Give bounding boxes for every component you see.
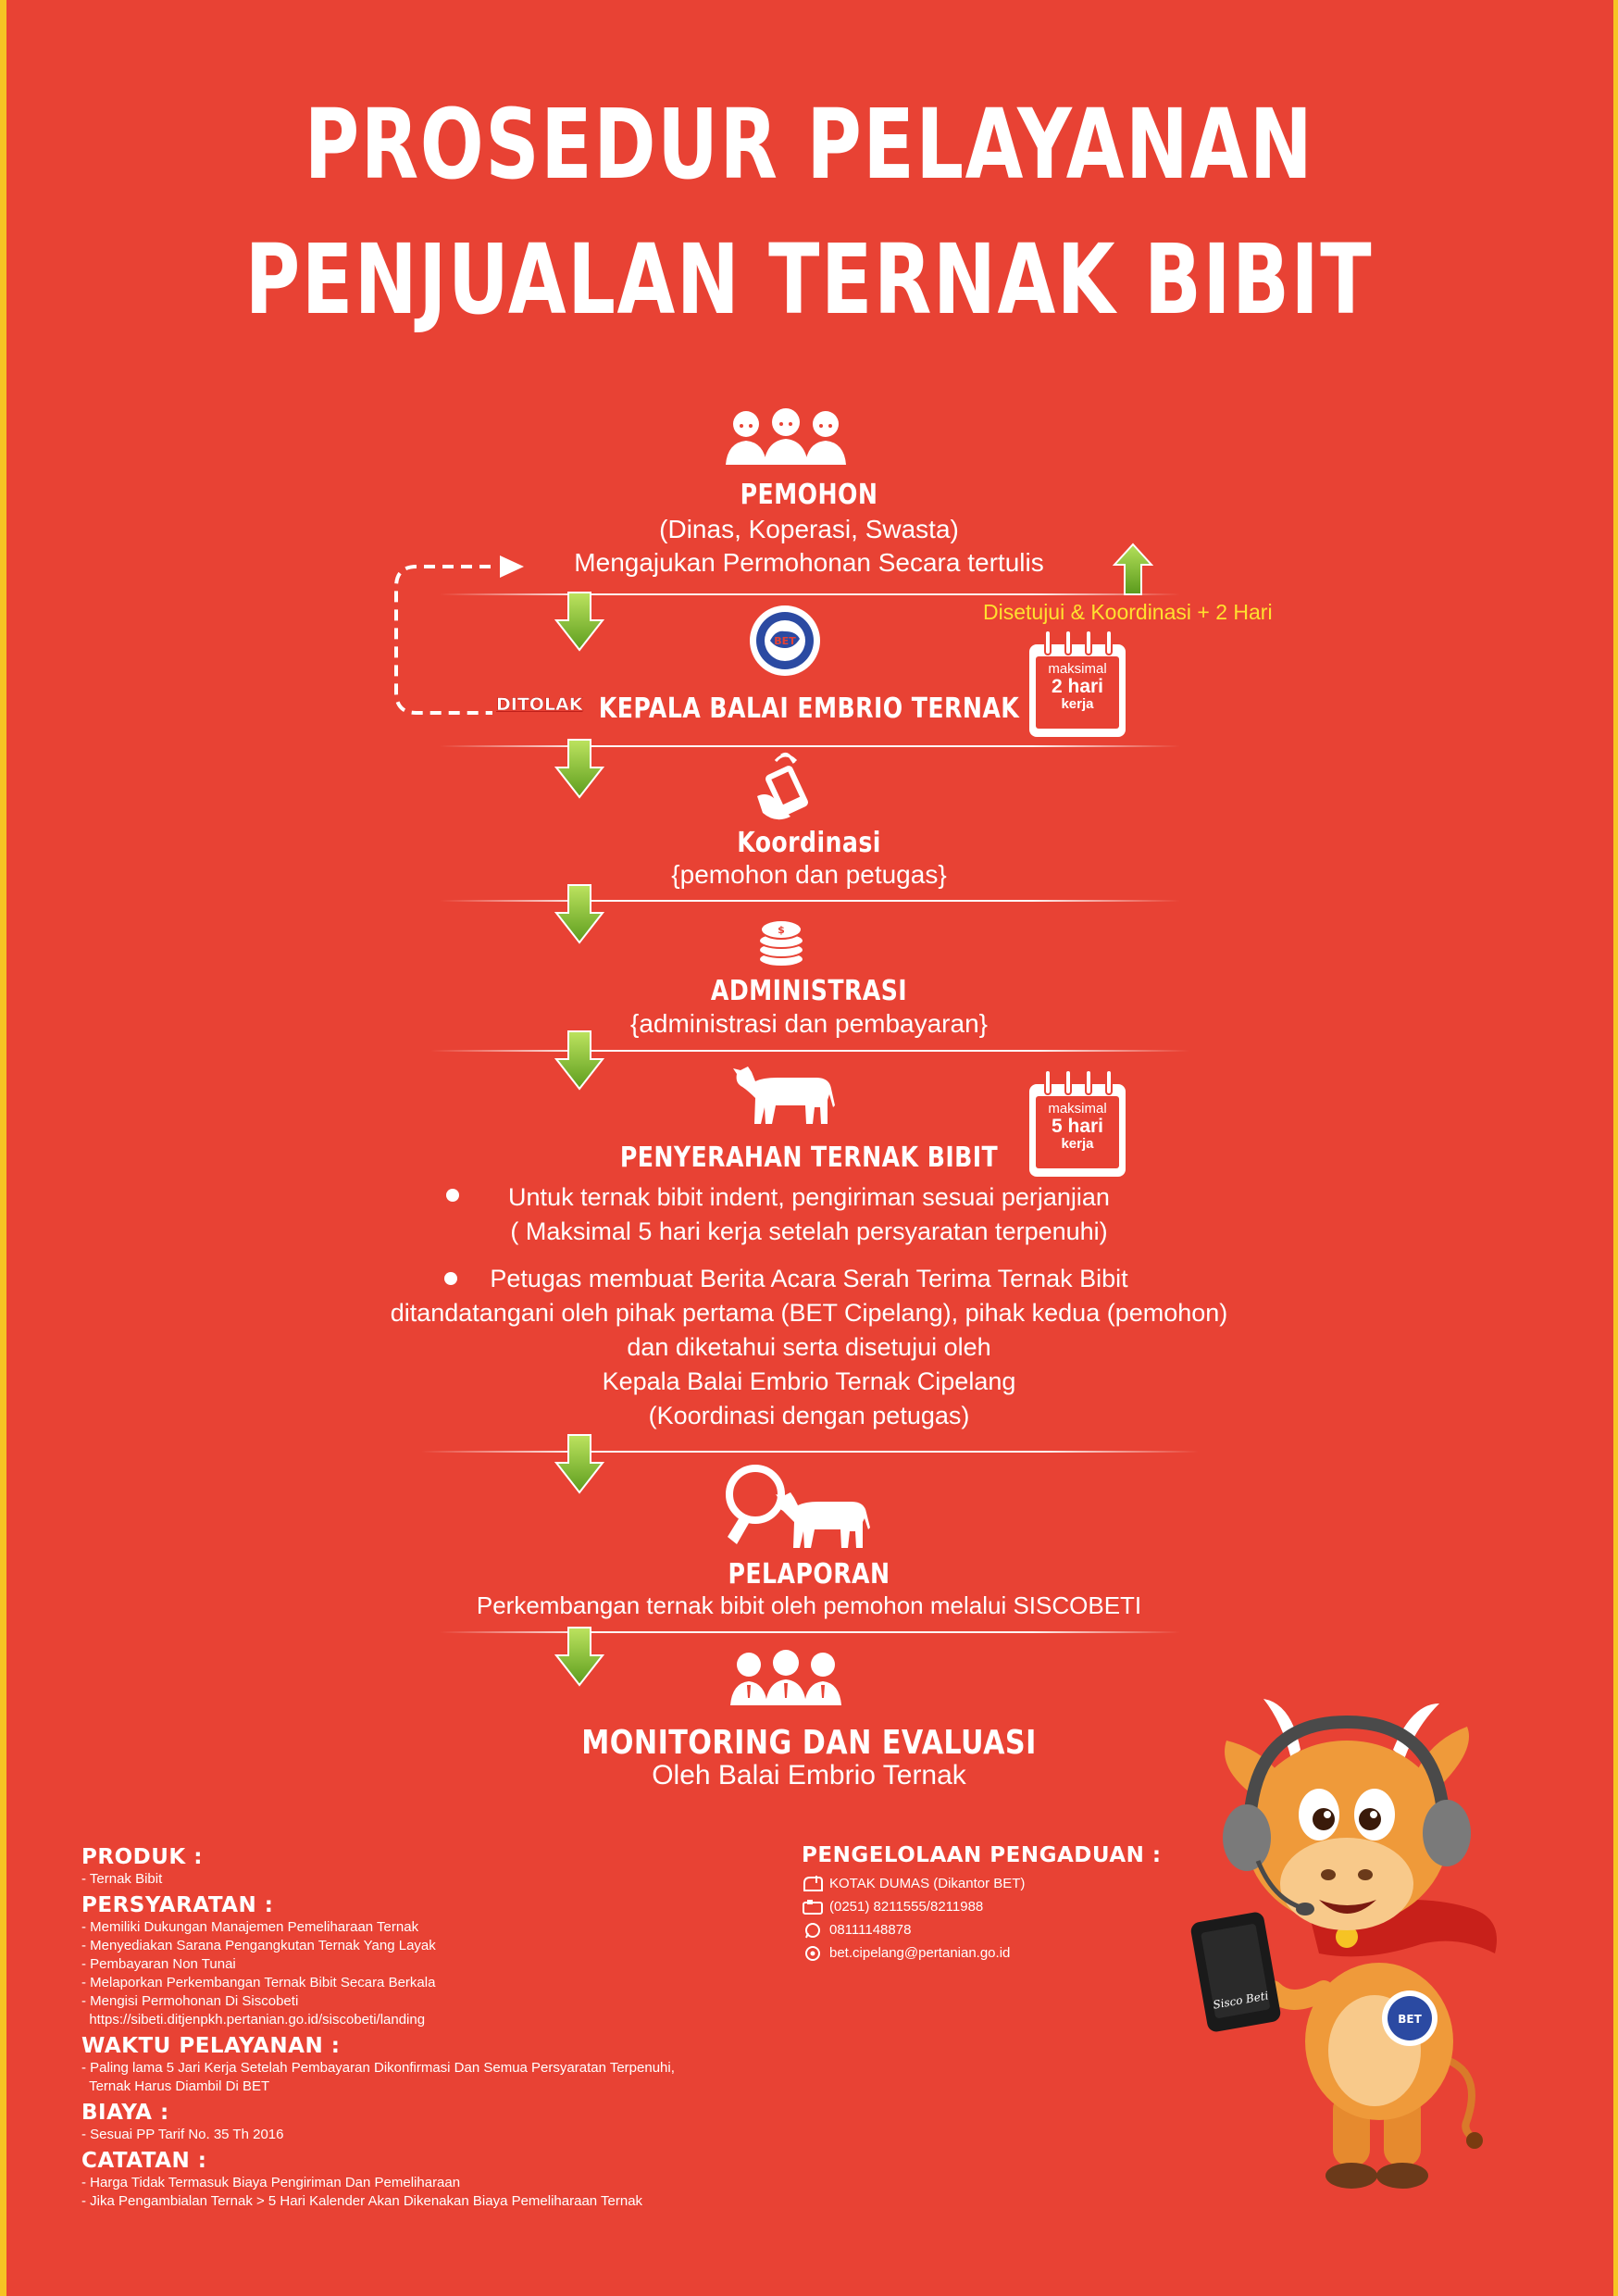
people-group-icon bbox=[724, 407, 848, 465]
step-monitoring-sub: Oleh Balai Embrio Ternak bbox=[652, 1760, 966, 1791]
complaint-item-mailbox bbox=[802, 1872, 1190, 1895]
complaint-section bbox=[802, 1842, 1190, 1965]
step-monitoring-title: MONITORING DAN EVALUASI bbox=[581, 1724, 1037, 1762]
siscobeti-link[interactable]: https://sibeti.ditjenpkh.pertanian.go.id/siscobeti/landing bbox=[81, 2012, 426, 2028]
calendar-1-small: maksimal bbox=[1048, 661, 1107, 677]
calendar-1-unit: kerja bbox=[1061, 696, 1094, 712]
phone-fax-icon bbox=[802, 1899, 824, 1915]
page-title-line-1: PROSEDUR PELAYANAN bbox=[304, 88, 1314, 201]
calendar-2-big: 5 hari bbox=[1051, 1116, 1104, 1137]
persyaratan-item: - Menyediakan Sarana Pengangkutan Ternak Yang Layak bbox=[81, 1938, 436, 1953]
step-pemohon-sub: (Dinas, Koperasi, Swasta) bbox=[659, 515, 959, 543]
complaint-heading: PENGELOLAAN PENGADUAN : bbox=[802, 1843, 1162, 1867]
divider-2 bbox=[440, 745, 1180, 747]
waktu-item: Ternak Harus Diambil Di BET bbox=[81, 2078, 270, 2094]
step-pemohon-desc: Mengajukan Permohonan Secara tertulis bbox=[574, 548, 1044, 577]
penyerahan-bullet-2-line-3: dan diketahui serta disetujui oleh bbox=[627, 1333, 991, 1361]
penyerahan-bullet-2-line-1: Petugas membuat Berita Acara Serah Terima Ternak Bibit bbox=[490, 1265, 1128, 1292]
info-section bbox=[81, 1844, 822, 2211]
left-border bbox=[0, 0, 6, 2296]
down-arrow-icon bbox=[554, 1433, 604, 1494]
mailbox-icon bbox=[802, 1876, 824, 1892]
bet-logo bbox=[748, 604, 822, 678]
divider-6 bbox=[440, 1631, 1180, 1633]
down-arrow-icon bbox=[554, 738, 604, 799]
step-pemohon-title: PEMOHON bbox=[740, 479, 878, 511]
step-pelaporan-sub: Perkembangan ternak bibit oleh pemohon melalui SISCOBETI bbox=[476, 1591, 1142, 1619]
down-arrow-icon bbox=[554, 883, 604, 944]
persyaratan-item: - Mengisi Permohonan Di Siscobeti bbox=[81, 1993, 299, 2009]
divider-1 bbox=[440, 593, 1180, 595]
persyaratan-heading: PERSYARATAN : bbox=[81, 1893, 274, 1917]
cow-icon bbox=[731, 1061, 839, 1126]
right-border bbox=[1613, 0, 1618, 2296]
down-arrow-icon bbox=[554, 1029, 604, 1091]
complaint-item-email[interactable] bbox=[802, 1941, 1190, 1965]
complaint-item-phone[interactable] bbox=[802, 1895, 1190, 1918]
calendar-2-unit: kerja bbox=[1061, 1136, 1094, 1152]
mascot-badge-text: BET bbox=[1398, 2013, 1422, 2026]
catatan-item: - Harga Tidak Termasuk Biaya Pengiriman Dan Pemeliharaan bbox=[81, 2175, 461, 2190]
step-koordinasi-sub: {pemohon dan petugas} bbox=[671, 860, 947, 889]
biaya-heading: BIAYA : bbox=[81, 2101, 169, 2125]
biaya-item: - Sesuai PP Tarif No. 35 Th 2016 bbox=[81, 2127, 284, 2142]
penyerahan-bullet-2-line-5: (Koordinasi dengan petugas) bbox=[648, 1402, 970, 1429]
step-administrasi-sub: {administrasi dan pembayaran} bbox=[629, 1009, 988, 1038]
calendar-2-days-icon bbox=[1029, 630, 1126, 737]
whatsapp-icon bbox=[802, 1922, 824, 1939]
complaint-item-whatsapp[interactable] bbox=[802, 1918, 1190, 1941]
catatan-item: - Jika Pengambialan Ternak > 5 Hari Kalender Akan Dikenakan Biaya Pemeliharaan Ternak bbox=[81, 2193, 643, 2209]
persyaratan-item: - Melaporkan Perkembangan Ternak Bibit Secara Berkala bbox=[81, 1975, 436, 1990]
step-kepala-title: KEPALA BALAI EMBRIO TERNAK bbox=[598, 693, 1020, 725]
step-penyerahan-title: PENYERAHAN TERNAK BIBIT bbox=[619, 1142, 999, 1174]
email-icon bbox=[802, 1945, 824, 1962]
persyaratan-item: - Memiliki Dukungan Manajemen Pemeliharaan Ternak bbox=[81, 1919, 419, 1935]
complaint-email-text: bet.cipelang@pertanian.go.id bbox=[829, 1945, 1011, 1961]
down-arrow-icon bbox=[554, 1626, 604, 1687]
complaint-mailbox-text: KOTAK DUMAS (Dikantor BET) bbox=[829, 1876, 1026, 1891]
penyerahan-bullet-2-line-2: ditandatangani oleh pihak pertama (BET Cipelang), pihak kedua (pemohon) bbox=[390, 1299, 1228, 1327]
catatan-heading: CATATAN : bbox=[81, 2149, 207, 2173]
waktu-heading: WAKTU PELAYANAN : bbox=[81, 2034, 341, 2058]
officials-group-icon bbox=[728, 1650, 843, 1705]
calendar-2-small: maksimal bbox=[1048, 1101, 1107, 1117]
calendar-1-big: 2 hari bbox=[1051, 676, 1104, 697]
penyerahan-bullet-2-line-4: Kepala Balai Embrio Ternak Cipelang bbox=[602, 1367, 1016, 1395]
produk-item: - Ternak Bibit bbox=[81, 1871, 163, 1887]
complaint-whatsapp-text: 08111148878 bbox=[829, 1922, 912, 1938]
coins-icon bbox=[757, 917, 805, 968]
magnifier-cow-icon bbox=[722, 1463, 876, 1552]
step-koordinasi-title: Koordinasi bbox=[737, 827, 881, 859]
divider-5 bbox=[421, 1451, 1199, 1453]
mascot-phone-text: Sisco Beti bbox=[1212, 1989, 1270, 2012]
phone-in-hand-icon bbox=[753, 752, 820, 822]
divider-4 bbox=[430, 1050, 1189, 1052]
produk-heading: PRODUK : bbox=[81, 1845, 203, 1869]
complaint-phone-text: (0251) 8211555/8211988 bbox=[829, 1899, 984, 1915]
persyaratan-item: - Pembayaran Non Tunai bbox=[81, 1956, 236, 1972]
step-pelaporan-title: PELAPORAN bbox=[728, 1558, 890, 1591]
penyerahan-bullet-1-line-2: ( Maksimal 5 hari kerja setelah persyaratan terpenuhi) bbox=[510, 1217, 1108, 1245]
approved-label: Disetujui & Koordinasi + 2 Hari bbox=[983, 600, 1273, 624]
down-arrow-icon bbox=[554, 591, 604, 652]
svg-text:$: $ bbox=[778, 924, 785, 936]
page-title-line-2: PENJUALAN TERNAK BIBIT bbox=[244, 223, 1374, 336]
divider-3 bbox=[440, 900, 1180, 902]
calendar-5-days-icon bbox=[1029, 1069, 1126, 1177]
cow-mascot-illustration bbox=[1162, 1685, 1532, 2194]
rejected-label: DITOLAK bbox=[496, 694, 583, 715]
waktu-item: - Paling lama 5 Jari Kerja Setelah Pembayaran Dikonfirmasi Dan Semua Persyaratan Terpenuhi, bbox=[81, 2060, 675, 2076]
bet-logo-text: BET bbox=[774, 635, 796, 647]
up-arrow-icon bbox=[1113, 543, 1153, 596]
step-administrasi-title: ADMINISTRASI bbox=[710, 975, 908, 1007]
penyerahan-bullet-1-line-1: Untuk ternak bibit indent, pengiriman sesuai perjanjian bbox=[508, 1183, 1110, 1211]
